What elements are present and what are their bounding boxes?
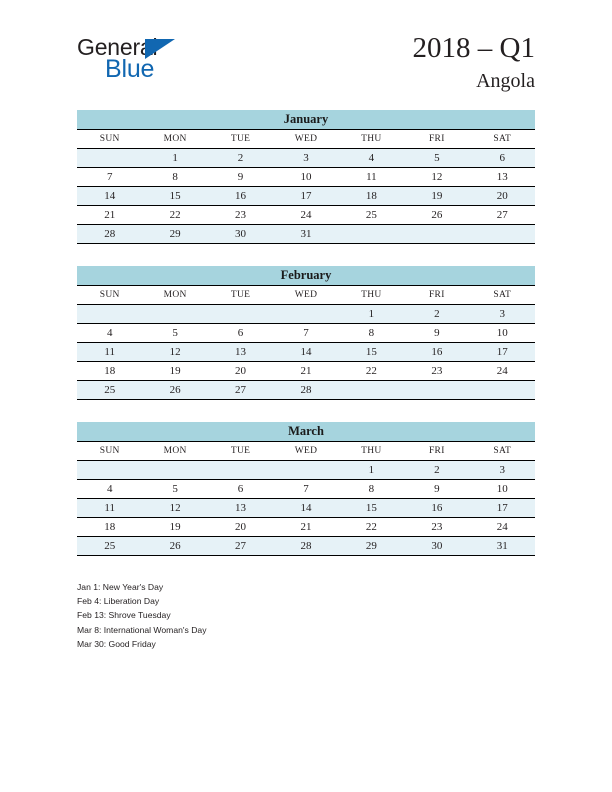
weekday-header-wed: WED: [273, 442, 338, 461]
month-block-march: [77, 422, 535, 556]
table-row: [77, 480, 535, 499]
day-cell[interactable]: 19: [142, 518, 207, 537]
day-cell-empty: [470, 381, 535, 400]
day-cell[interactable]: 29: [339, 537, 404, 556]
day-cell-holiday[interactable]: 1: [142, 149, 207, 168]
weekday-header-tue: TUE: [208, 442, 273, 461]
day-cell[interactable]: 31: [273, 225, 338, 244]
day-cell[interactable]: 17: [273, 187, 338, 206]
day-cell[interactable]: 23: [404, 362, 469, 381]
day-cell[interactable]: 23: [404, 518, 469, 537]
page-header: [0, 0, 612, 100]
table-row: [77, 324, 535, 343]
table-row: [77, 362, 535, 381]
weekday-header-mon: MON: [142, 286, 207, 305]
day-cell[interactable]: 15: [142, 187, 207, 206]
month-block-january: [77, 110, 535, 244]
day-cell[interactable]: 19: [142, 362, 207, 381]
day-cell[interactable]: 21: [77, 206, 142, 225]
day-cell[interactable]: 30: [208, 225, 273, 244]
month-title-february: February: [77, 266, 535, 285]
day-cell[interactable]: 24: [470, 518, 535, 537]
weekday-header-row-march: [77, 442, 535, 461]
day-cell[interactable]: 10: [273, 168, 338, 187]
weekday-header-fri: FRI: [404, 286, 469, 305]
logo-text-general: General: [77, 34, 158, 60]
day-cell-empty: [404, 381, 469, 400]
day-cell[interactable]: 26: [404, 206, 469, 225]
day-cell[interactable]: 13: [208, 499, 273, 518]
day-cell[interactable]: 20: [208, 362, 273, 381]
logo-text-blue: Blue: [105, 55, 155, 83]
day-cell-empty: [404, 225, 469, 244]
table-row: [77, 461, 535, 480]
weekday-header-mon: MON: [142, 442, 207, 461]
day-cell[interactable]: 27: [208, 381, 273, 400]
weekday-header-thu: THU: [339, 286, 404, 305]
day-cell-holiday[interactable]: 4: [77, 324, 142, 343]
table-row: [77, 537, 535, 556]
day-cell[interactable]: 21: [273, 362, 338, 381]
weekday-header-thu: THU: [339, 442, 404, 461]
day-cell[interactable]: 18: [339, 187, 404, 206]
day-cell[interactable]: 8: [339, 324, 404, 343]
weekday-header-fri: FRI: [404, 130, 469, 149]
day-cell[interactable]: 15: [339, 499, 404, 518]
day-cell[interactable]: 24: [470, 362, 535, 381]
day-cell[interactable]: 12: [404, 168, 469, 187]
calendar-table-march: [77, 441, 535, 556]
day-cell-holiday[interactable]: 13: [208, 343, 273, 362]
day-cell[interactable]: 25: [339, 206, 404, 225]
day-cell[interactable]: 9: [404, 480, 469, 499]
day-cell[interactable]: 4: [77, 480, 142, 499]
table-row: [77, 149, 535, 168]
day-cell[interactable]: 26: [142, 381, 207, 400]
day-cell[interactable]: 17: [470, 499, 535, 518]
table-row: [77, 168, 535, 187]
day-cell[interactable]: 14: [273, 499, 338, 518]
day-cell-holiday[interactable]: 30: [404, 537, 469, 556]
day-cell[interactable]: 28: [77, 225, 142, 244]
day-cell-empty: [208, 461, 273, 480]
day-cell[interactable]: 10: [470, 480, 535, 499]
day-cell-empty: [339, 381, 404, 400]
day-cell[interactable]: 12: [142, 343, 207, 362]
weekday-header-row-january: [77, 130, 535, 149]
day-cell-empty: [77, 305, 142, 324]
day-cell[interactable]: 3: [470, 305, 535, 324]
day-cell[interactable]: 3: [273, 149, 338, 168]
day-cell[interactable]: 9: [404, 324, 469, 343]
day-cell[interactable]: 7: [273, 480, 338, 499]
day-cell[interactable]: 28: [273, 381, 338, 400]
day-cell[interactable]: 2: [404, 305, 469, 324]
weekday-header-wed: WED: [273, 130, 338, 149]
day-cell[interactable]: 5: [142, 324, 207, 343]
table-row: [77, 381, 535, 400]
day-cell-empty: [339, 225, 404, 244]
day-cell[interactable]: 16: [404, 499, 469, 518]
day-cell[interactable]: 7: [273, 324, 338, 343]
holiday-legend-item: Feb 4: Liberation Day: [77, 596, 160, 607]
table-row: [77, 286, 535, 305]
day-cell[interactable]: 23: [208, 206, 273, 225]
holiday-legend-item: Mar 30: Good Friday: [77, 638, 156, 649]
day-cell[interactable]: 27: [470, 206, 535, 225]
day-cell-empty: [273, 461, 338, 480]
day-cell[interactable]: 3: [470, 461, 535, 480]
weekday-header-sat: SAT: [470, 286, 535, 305]
day-cell[interactable]: 16: [208, 187, 273, 206]
weekday-header-fri: FRI: [404, 442, 469, 461]
day-cell[interactable]: 14: [77, 187, 142, 206]
day-cell[interactable]: 11: [77, 343, 142, 362]
day-cell[interactable]: 9: [208, 168, 273, 187]
day-cell[interactable]: 27: [208, 537, 273, 556]
day-cell[interactable]: 10: [470, 324, 535, 343]
table-row: [77, 499, 535, 518]
day-cell[interactable]: 22: [339, 362, 404, 381]
day-cell-empty: [470, 225, 535, 244]
day-cell[interactable]: 4: [339, 149, 404, 168]
table-row: [77, 442, 535, 461]
day-cell[interactable]: 25: [77, 381, 142, 400]
day-cell[interactable]: 11: [77, 499, 142, 518]
day-cell[interactable]: 6: [208, 480, 273, 499]
day-cell[interactable]: 5: [404, 149, 469, 168]
table-row: [77, 187, 535, 206]
day-cell[interactable]: 6: [208, 324, 273, 343]
day-cell[interactable]: 11: [339, 168, 404, 187]
day-cell-empty: [208, 305, 273, 324]
day-cell[interactable]: 19: [404, 187, 469, 206]
calendar-table-february: [77, 285, 535, 400]
weekday-header-sun: SUN: [77, 130, 142, 149]
table-row: [77, 518, 535, 537]
holiday-legend-item: Jan 1: New Year's Day: [77, 582, 164, 592]
day-cell[interactable]: 18: [77, 518, 142, 537]
table-row: [77, 343, 535, 362]
weekday-header-tue: TUE: [208, 286, 273, 305]
day-cell[interactable]: 6: [470, 149, 535, 168]
holiday-legend: [77, 580, 497, 651]
day-cell-empty: [142, 305, 207, 324]
day-cell[interactable]: 7: [77, 168, 142, 187]
day-cell[interactable]: 15: [339, 343, 404, 362]
day-cell-empty: [273, 305, 338, 324]
day-cell[interactable]: 25: [77, 537, 142, 556]
day-cell-empty: [77, 149, 142, 168]
day-cell-holiday[interactable]: 8: [339, 480, 404, 499]
day-cell[interactable]: 20: [208, 518, 273, 537]
weekday-header-tue: TUE: [208, 130, 273, 149]
weekday-header-row-february: [77, 286, 535, 305]
weekday-header-sun: SUN: [77, 442, 142, 461]
weekday-header-thu: THU: [339, 130, 404, 149]
calendar-body-january: [77, 149, 535, 244]
day-cell[interactable]: 1: [339, 461, 404, 480]
day-cell[interactable]: 22: [339, 518, 404, 537]
day-cell[interactable]: 8: [142, 168, 207, 187]
weekday-header-sun: SUN: [77, 286, 142, 305]
day-cell[interactable]: 17: [470, 343, 535, 362]
calendar-body-february: [77, 305, 535, 400]
page-subtitle-country: Angola: [476, 70, 535, 93]
day-cell-empty: [77, 461, 142, 480]
day-cell[interactable]: 5: [142, 480, 207, 499]
day-cell[interactable]: 29: [142, 225, 207, 244]
day-cell[interactable]: 2: [404, 461, 469, 480]
table-row: [77, 206, 535, 225]
table-row: [77, 130, 535, 149]
day-cell[interactable]: 16: [404, 343, 469, 362]
general-blue-logo: [77, 36, 287, 86]
table-row: [77, 225, 535, 244]
day-cell[interactable]: 24: [273, 206, 338, 225]
day-cell[interactable]: 20: [470, 187, 535, 206]
day-cell[interactable]: 21: [273, 518, 338, 537]
weekday-header-mon: MON: [142, 130, 207, 149]
page-title: 2018 – Q1: [412, 32, 535, 64]
day-cell-empty: [142, 461, 207, 480]
page-title-block: [413, 33, 535, 93]
weekday-header-wed: WED: [273, 286, 338, 305]
day-cell[interactable]: 31: [470, 537, 535, 556]
day-cell[interactable]: 14: [273, 343, 338, 362]
weekday-header-sat: SAT: [470, 130, 535, 149]
day-cell[interactable]: 22: [142, 206, 207, 225]
day-cell[interactable]: 13: [470, 168, 535, 187]
holiday-legend-item: Mar 8: International Woman's Day: [77, 624, 207, 635]
holiday-legend-item: Feb 13: Shrove Tuesday: [77, 610, 171, 621]
day-cell[interactable]: 2: [208, 149, 273, 168]
month-title-january: January: [77, 110, 535, 129]
weekday-header-sat: SAT: [470, 442, 535, 461]
calendar-table-january: [77, 129, 535, 244]
day-cell[interactable]: 1: [339, 305, 404, 324]
day-cell[interactable]: 26: [142, 537, 207, 556]
day-cell[interactable]: 18: [77, 362, 142, 381]
day-cell[interactable]: 28: [273, 537, 338, 556]
day-cell[interactable]: 12: [142, 499, 207, 518]
month-title-march: March: [77, 422, 535, 441]
calendar-body-march: [77, 461, 535, 556]
table-row: [77, 305, 535, 324]
month-block-february: [77, 266, 535, 400]
